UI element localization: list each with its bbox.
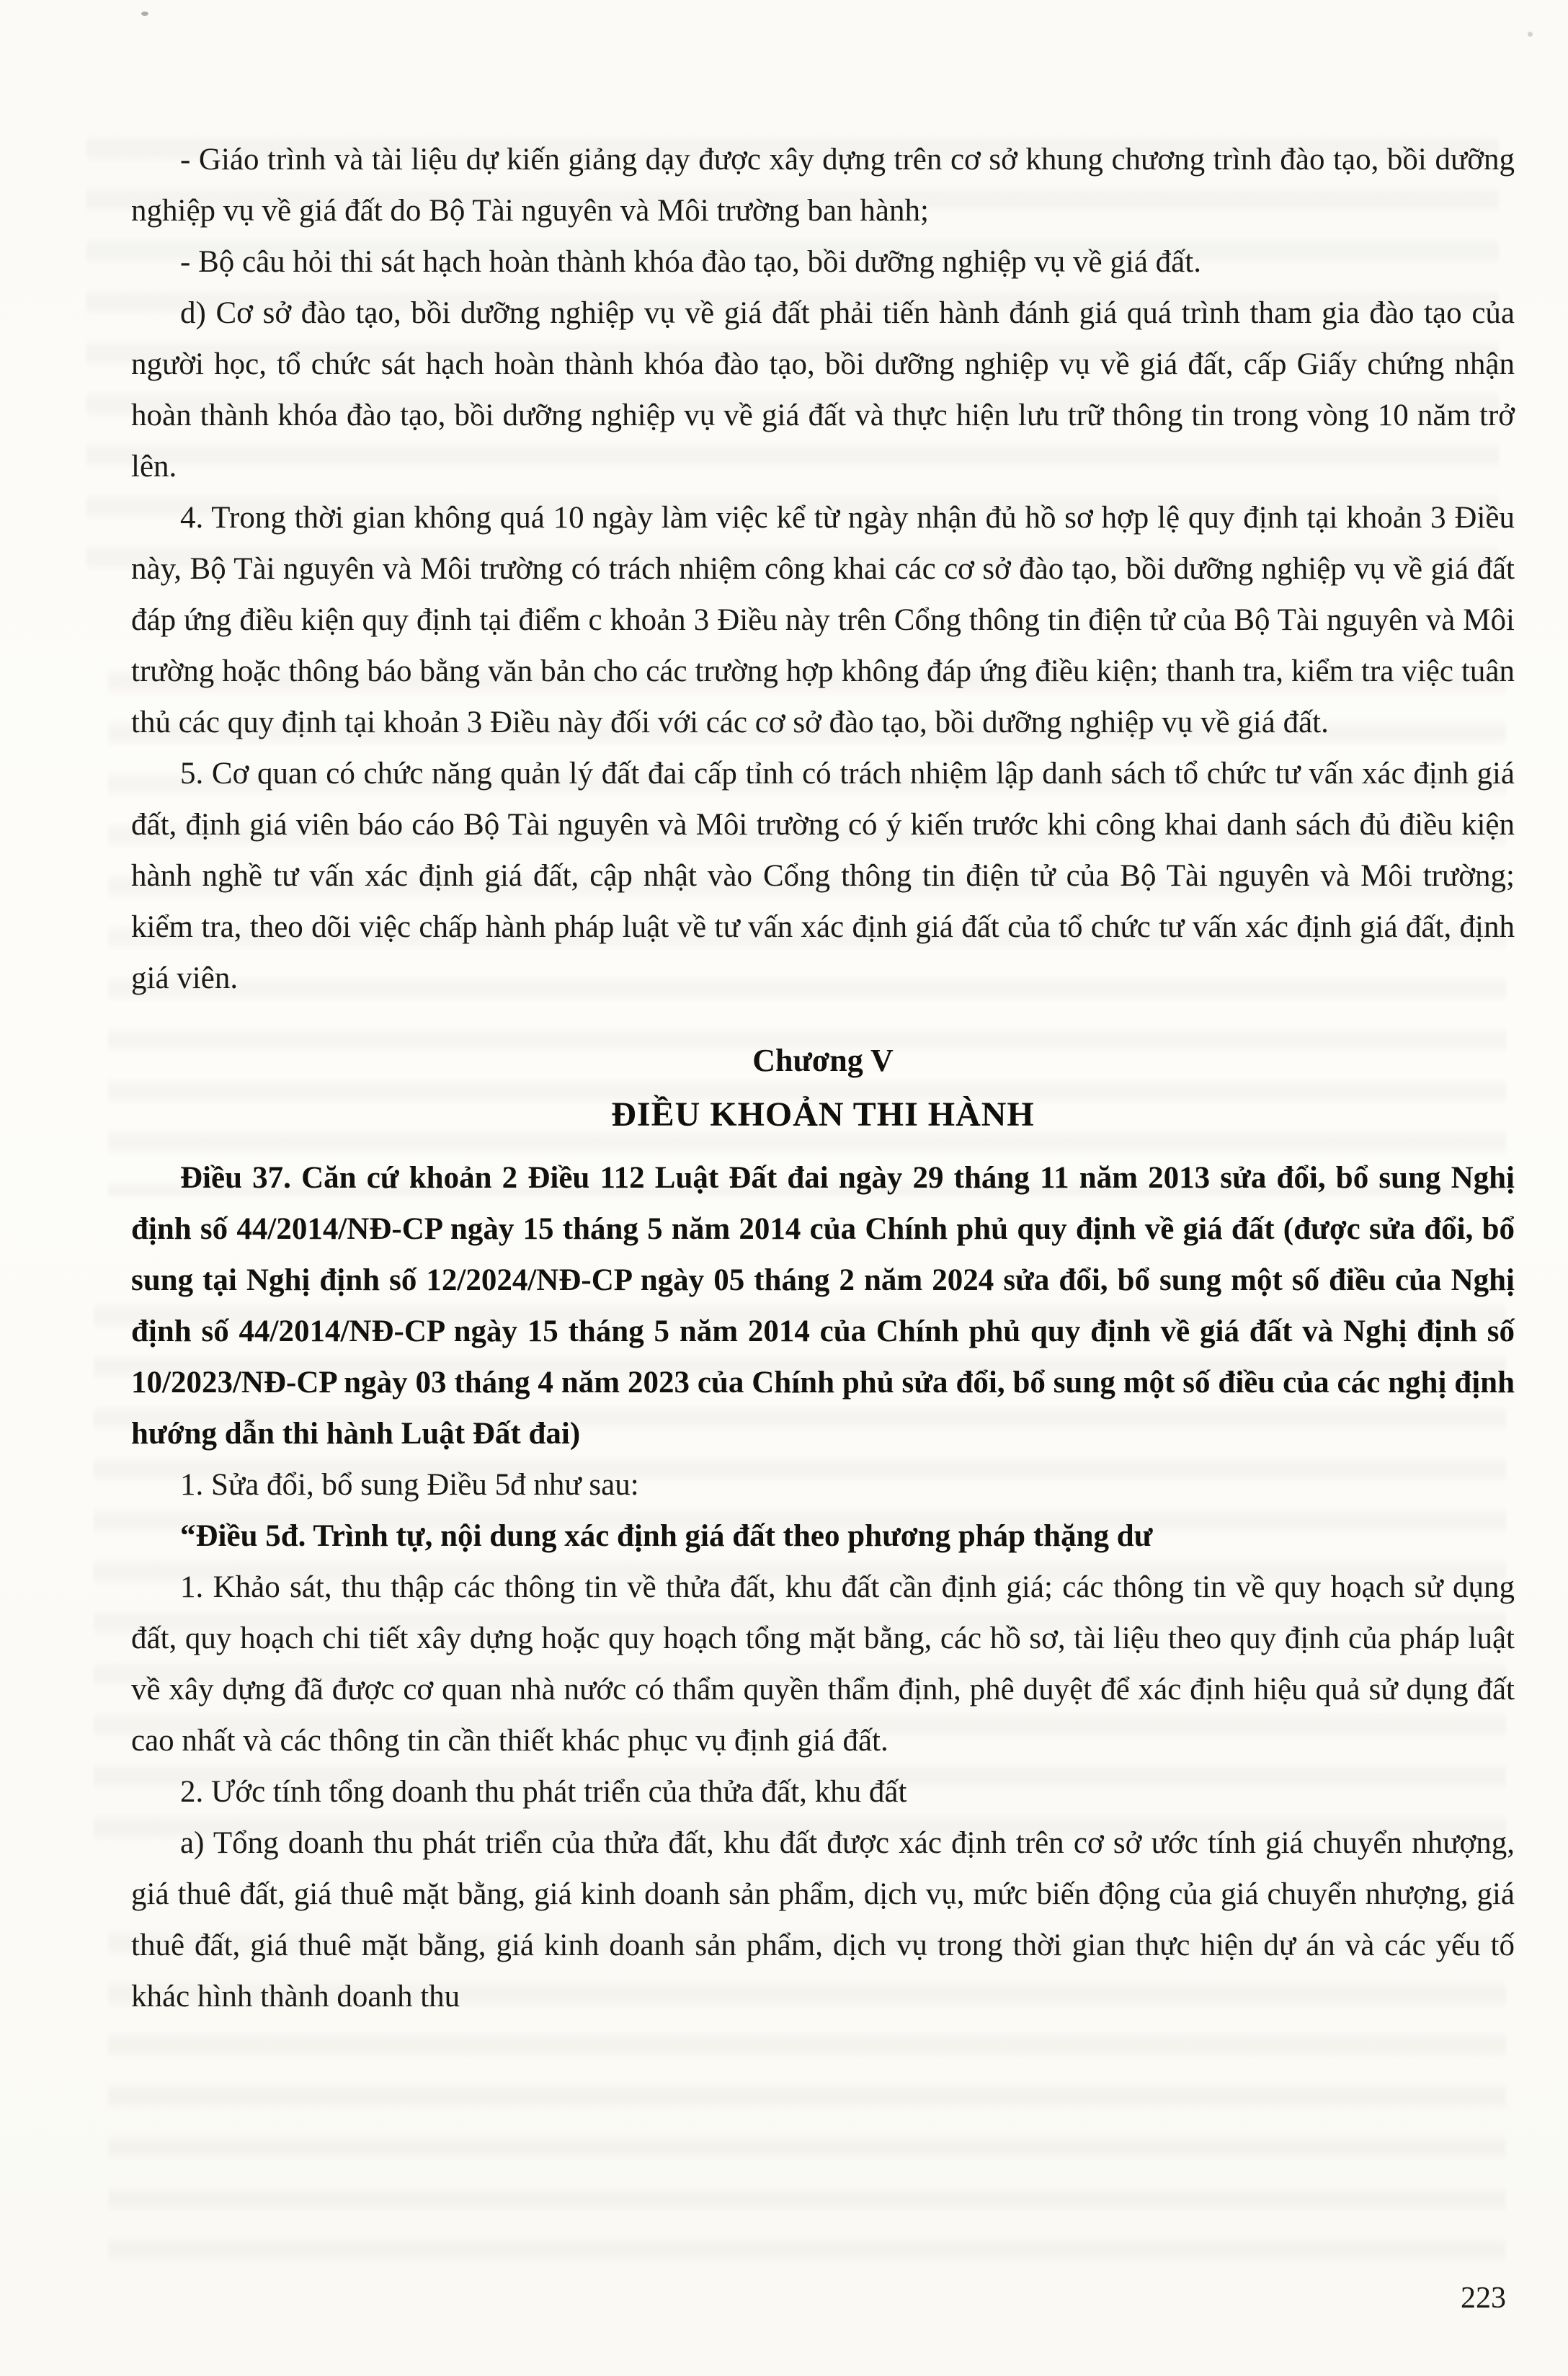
article-37-paragraph: Điều 37. Căn cứ khoản 2 Điều 112 Luật Đất đai ngày 29 tháng 11 năm 2013 sửa đổi, bổ sung Nghị định số 44/2014/NĐ-CP ngày 15 tháng 5 năm 2014 của Chính phủ quy định về giá đất (được sửa đổi, bổ sung tại Nghị định số 12/2024/NĐ-CP ngày 05 tháng 2 năm 2024 sửa đổi, bổ sung một số điều của Nghị định số 44/2014/NĐ-CP ngày 15 tháng 5 năm 2014 của Chính phủ quy định về giá đất và Nghị định số 10/2023/NĐ-CP ngày 03 tháng 4 năm 2023 của Chính phủ sửa đổi, bổ sung một số điều của các nghị định hướng dẫn thi hành Luật Đất đai)	[131, 1161, 1515, 1451]
chapter-number-heading: Chương V	[752, 1043, 894, 1078]
article-5d-heading: “Điều 5đ. Trình tự, nội dung xác định giá đất theo phương pháp thặng dư	[180, 1519, 1153, 1553]
paragraph-amendment-intro: 1. Sửa đổi, bổ sung Điều 5đ như sau:	[180, 1468, 639, 1502]
paragraph-clause-1: 1. Khảo sát, thu thập các thông tin về thửa đất, khu đất cần định giá; các thông tin về quy hoạch sử dụng đất, quy hoạch chi tiết xây dựng hoặc quy hoạch tổng mặt bằng, các hồ sơ, tài liệu theo quy định của pháp luật về xây dựng đã được cơ quan nhà nước có thẩm quyền thẩm định, phê duyệt để xác định hiệu quả sử dụng đất cao nhất và các thông tin cần thiết khác phục vụ định giá đất.	[131, 1570, 1515, 1758]
paragraph-dash-item: - Giáo trình và tài liệu dự kiến giảng dạy được xây dựng trên cơ sở khung chương trình đào tạo, bồi dưỡng nghiệp vụ về giá đất do Bộ Tài nguyên và Môi trường ban hành;	[131, 143, 1515, 228]
paragraph-clause-4: 4. Trong thời gian không quá 10 ngày làm việc kể từ ngày nhận đủ hồ sơ hợp lệ quy định tại khoản 3 Điều này, Bộ Tài nguyên và Môi trường có trách nhiệm công khai các cơ sở đào tạo, bồi dưỡng nghiệp vụ về giá đất đáp ứng điều kiện quy định tại điểm c khoản 3 Điều này trên Cổng thông tin điện tử của Bộ Tài nguyên và Môi trường hoặc thông báo bằng văn bản cho các trường hợp không đáp ứng điều kiện; thanh tra, kiểm tra việc tuân thủ các quy định tại khoản 3 Điều này đối với các cơ sở đào tạo, bồi dưỡng nghiệp vụ về giá đất.	[131, 501, 1515, 739]
chapter-title-heading: ĐIỀU KHOẢN THI HÀNH	[611, 1095, 1035, 1134]
paragraph-point-d: d) Cơ sở đào tạo, bồi dưỡng nghiệp vụ về giá đất phải tiến hành đánh giá quá trình tham gia đào tạo của người học, tổ chức sát hạch hoàn thành khóa đào tạo, bồi dưỡng nghiệp vụ về giá đất, cấp Giấy chứng nhận hoàn thành khóa đào tạo, bồi dưỡng nghiệp vụ về giá đất và thực hiện lưu trữ thông tin trong vòng 10 năm trở lên.	[131, 296, 1515, 484]
page-number: 223	[1461, 2282, 1506, 2315]
paragraph-clause-2: 2. Ước tính tổng doanh thu phát triển của thửa đất, khu đất	[180, 1775, 907, 1809]
paragraph-clause-5: 5. Cơ quan có chức năng quản lý đất đai cấp tỉnh có trách nhiệm lập danh sách tổ chức tư vấn xác định giá đất, định giá viên báo cáo Bộ Tài nguyên và Môi trường có ý kiến trước khi công khai danh sách đủ điều kiện hành nghề tư vấn xác định giá đất, cập nhật vào Cổng thông tin điện tử của Bộ Tài nguyên và Môi trường; kiểm tra, theo dõi việc chấp hành pháp luật về tư vấn xác định giá đất của tổ chức tư vấn xác định giá đất, định giá viên.	[131, 757, 1515, 995]
paragraph-dash-item: - Bộ câu hỏi thi sát hạch hoàn thành khóa đào tạo, bồi dưỡng nghiệp vụ về giá đất.	[180, 245, 1201, 279]
paragraph-point-a: a) Tổng doanh thu phát triển của thửa đất, khu đất được xác định trên cơ sở ước tính giá chuyển nhượng, giá thuê đất, giá thuê mặt bằng, giá kinh doanh sản phẩm, dịch vụ, mức biến động của giá chuyển nhượng, giá thuê đất, giá thuê mặt bằng, giá kinh doanh sản phẩm, dịch vụ trong thời gian thực hiện dự án và các yếu tố khác hình thành doanh thu	[131, 1826, 1515, 2014]
